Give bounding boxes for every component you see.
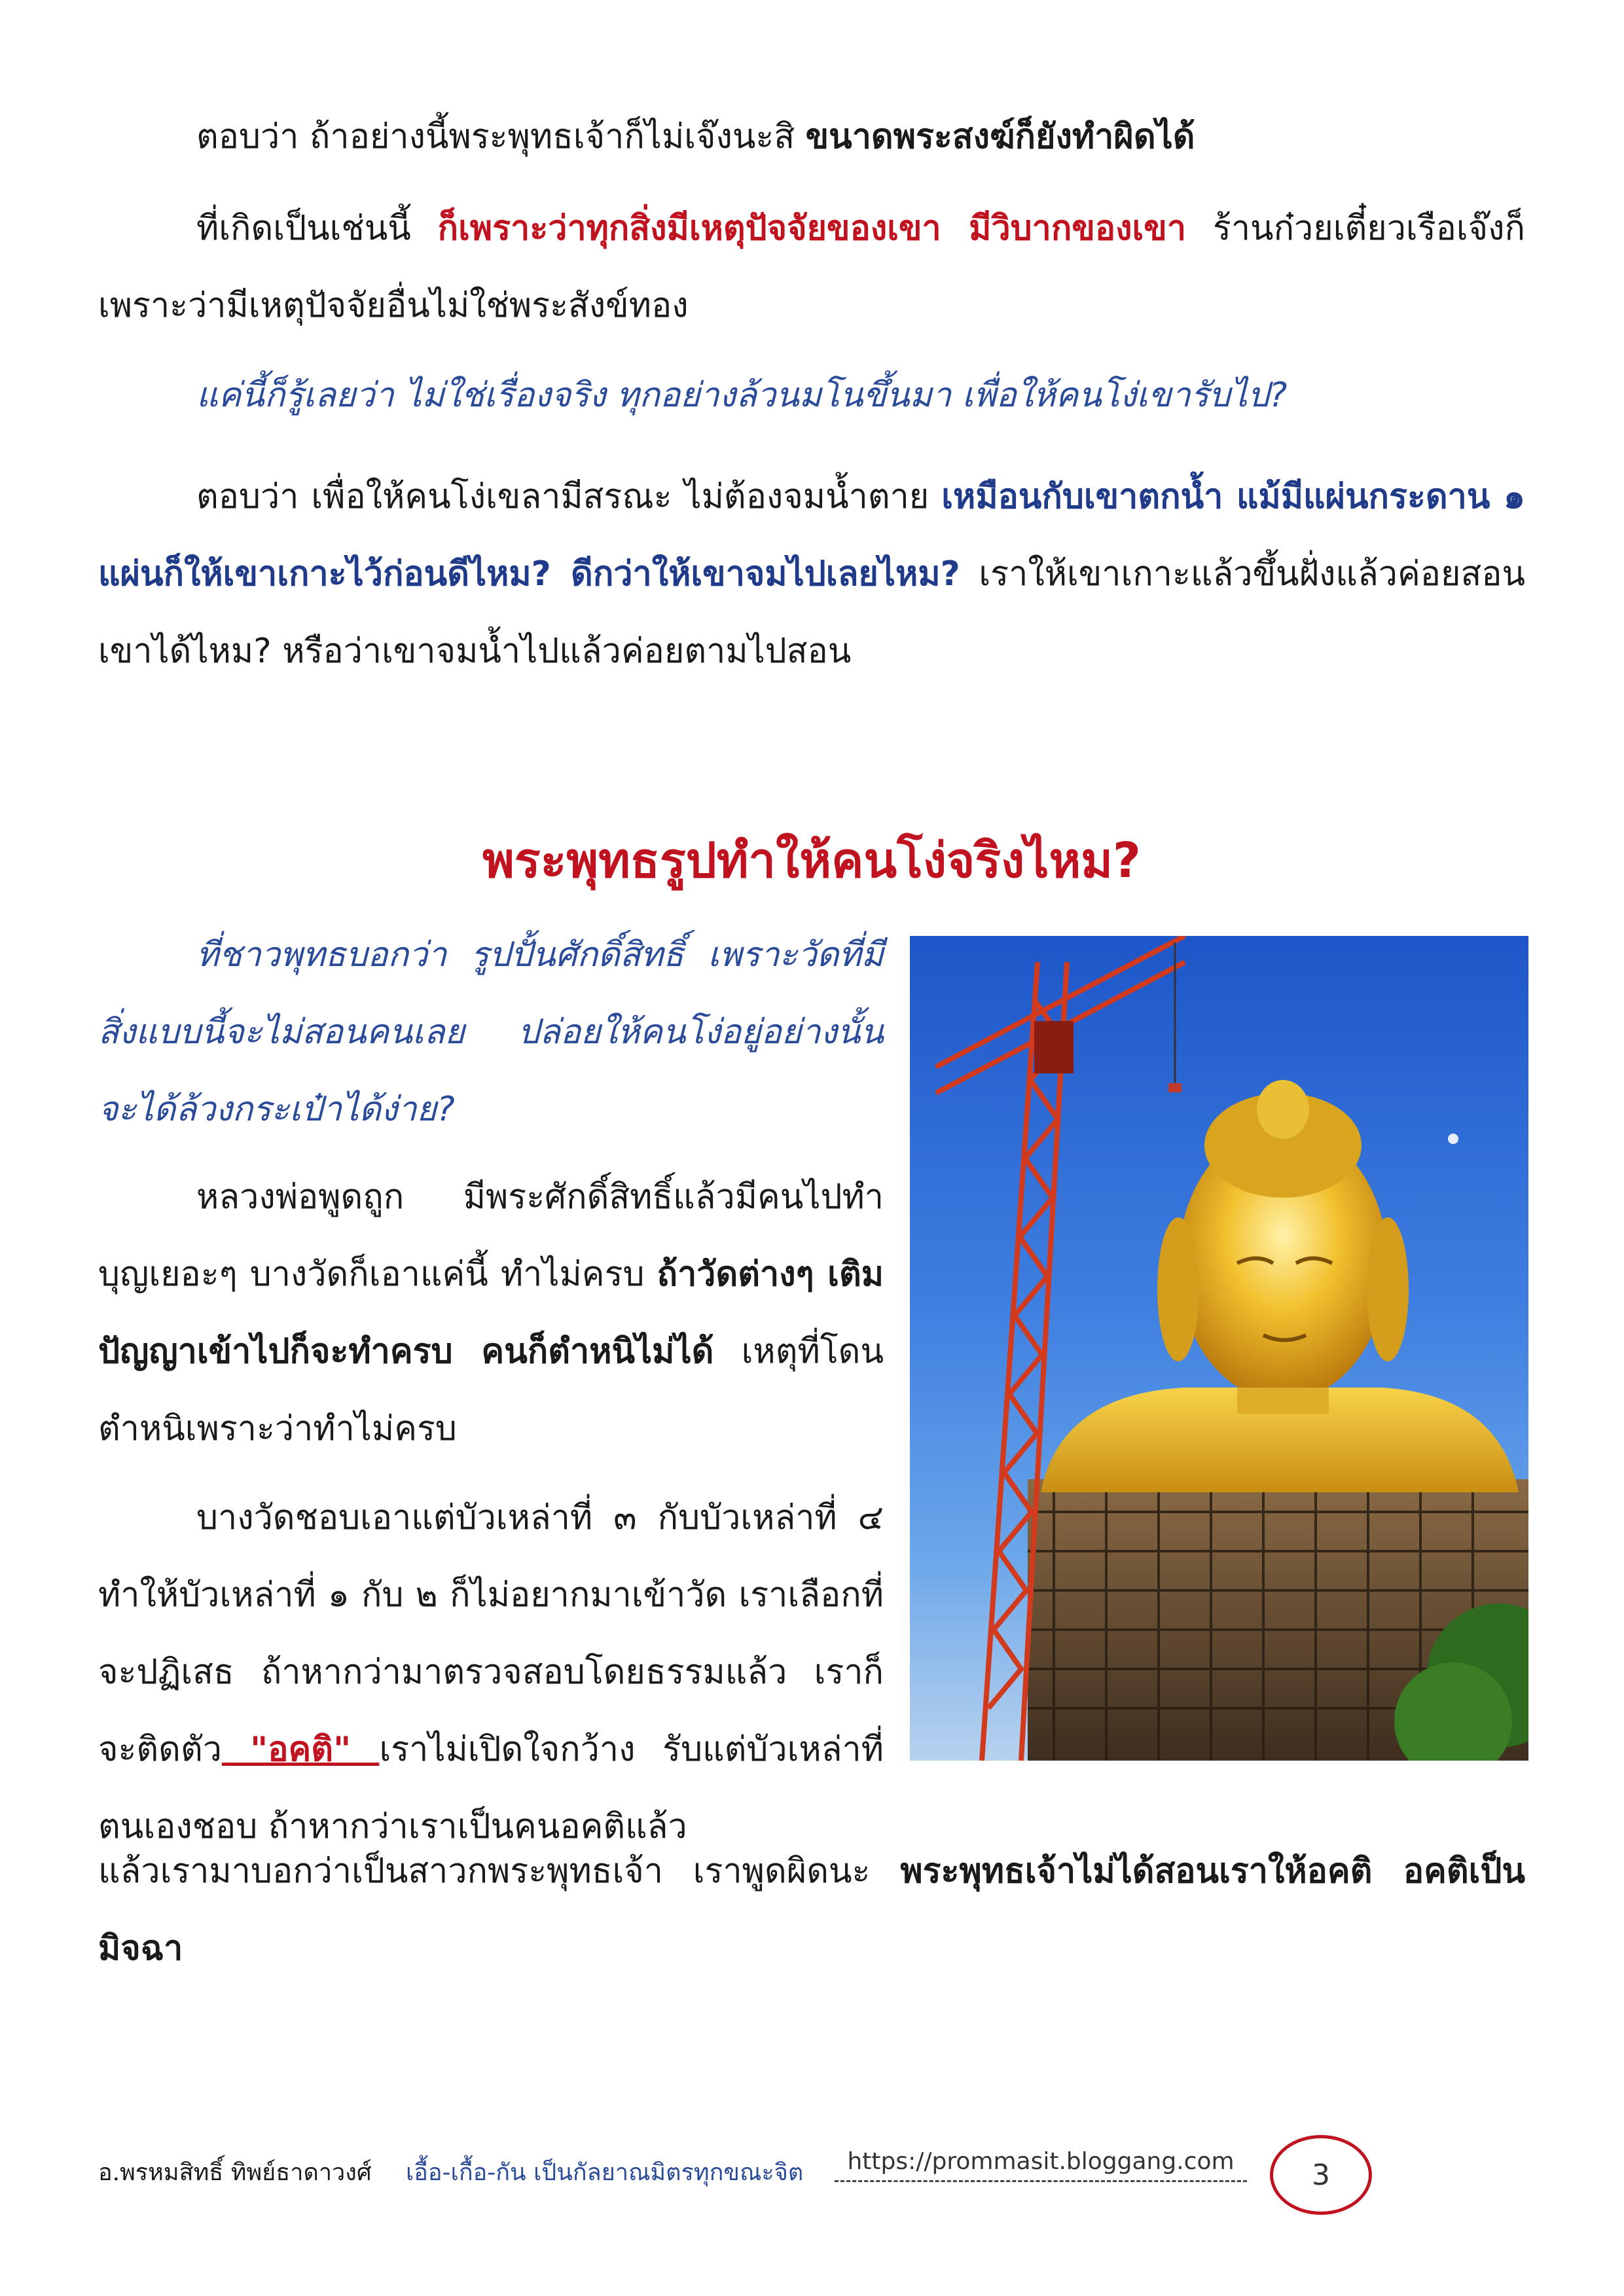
paragraph-2 — [98, 190, 1525, 344]
p5-text: แล้วเรามาบอกว่าเป็นสาวกพระพุทธเจ้า เราพูดผิดนะ — [98, 1852, 901, 1891]
footer-author: อ.พรหมสิทธิ์ ทิพย์ธาดาวงศ์ — [98, 2159, 372, 2186]
buddha-construction-illustration — [910, 936, 1528, 1761]
footer-url-link[interactable]: https://prommasit.bloggang.com — [835, 2148, 1247, 2182]
p2-text-end: ร้านก๋วยเตี๋ยวเรือเจ๊งก็เพราะว่ามีเหตุปัจจัยอื่นไม่ใช่พระสังข์ทอง — [98, 209, 1525, 325]
page-number-badge — [1270, 2135, 1372, 2215]
c2-text: หลวงพ่อพูดถูก มีพระศักดิ์สิทธิ์แล้วมีคนไปทำบุญเยอะๆ บางวัดก็เอาแค่นี้ ทำไม่ครบ — [98, 1177, 884, 1294]
c2-text-end: เหตุที่โดนตำหนิเพราะว่าทำไม่ครบ — [98, 1332, 884, 1448]
c3-underlined-term: "อคติ" — [221, 1730, 380, 1769]
p4-text-end: เราให้เขาเกาะแล้วขึ้นฝั่งแล้วค่อยสอนเขาได้ไหม? หรือว่าเขาจมน้ำไปแล้วค่อยตามไปสอน — [98, 554, 1526, 671]
p4-text: ตอบว่า เพื่อให้คนโง่เขลามีสรณะ ไม่ต้องจมน้ำตาย — [196, 477, 942, 516]
section-heading: พระพุทธรูปทำให้คนโง่จริงไหม? — [482, 833, 1141, 889]
paragraph-5 — [98, 1833, 1525, 1987]
question-paragraph-2: ที่ชาวพุทธบอกว่า รูปปั้นศักดิ์สิทธิ์ เพราะวัดที่มีสิ่งแบบนี้จะไม่สอนคนเลย ปล่อยให้คนโง่อยู่อย่างนั้น จะได้ล้วงกระเป๋าได้ง่าย? — [98, 935, 884, 1129]
paragraph-1 — [98, 98, 1525, 175]
c3-text-end: เราไม่เปิดใจกว้าง รับแต่บัวเหล่าที่ตนเองชอบ ถ้าหากว่าเราเป็นคนอคติแล้ว — [98, 1730, 884, 1846]
paragraph-answer — [98, 1158, 884, 1467]
c3-text: บางวัดชอบเอาแต่บัวเหล่าที่ ๓ กับบัวเหล่าที่ ๔ ทำให้บัวเหล่าที่ ๑ กับ ๒ ก็ไม่อยากมาเข้าวัด เราเลือกที่จะปฏิเสธ ถ้าหากว่ามาตรวจสอบโดยธรรมแล้ว เราก็จะติดตัว — [98, 1498, 884, 1769]
p2-red-emphasis: ก็เพราะว่าทุกสิ่งมีเหตุปัจจัยของเขา มีวิบากของเขา — [437, 209, 1187, 248]
p1-text: ตอบว่า ถ้าอย่างนี้พระพุทธเจ้าก็ไม่เจ๊งนะสิ — [196, 117, 806, 156]
p4-navy-emphasis: เหมือนกับเขาตกน้ำ แม้มีแผ่นกระดาน ๑ แผ่นก็ให้เขาเกาะไว้ก่อนดีไหม? ดีกว่าให้เขาจมไปเลยไหม? — [98, 477, 1525, 594]
p1-bold: ขนาดพระสงฆ์ก็ยังทำผิดได้ — [805, 117, 1195, 156]
paragraph-lotus — [98, 1479, 884, 1865]
p2-text: ที่เกิดเป็นเช่นนี้ — [196, 209, 438, 248]
c2-bold: ถ้าวัดต่างๆ เติมปัญญาเข้าไปก็จะทำครบ คนก็ตำหนิไม่ได้ — [98, 1255, 884, 1371]
footer-slogan: เอื้อ-เกื้อ-กัน เป็นกัลยาณมิตรทุกขณะจิต — [406, 2159, 804, 2186]
question-paragraph: แค่นี้ก็รู้เลยว่า ไม่ใช่เรื่องจริง ทุกอย่างล้วนมโนขึ้นมา เพื่อให้คนโง่เขารับไป? — [196, 376, 1288, 415]
buddha-statue-photo — [910, 936, 1528, 1761]
p5-bold: พระพุทธเจ้าไม่ได้สอนเราให้อคติ อคติเป็นมิจฉา — [98, 1852, 1526, 1968]
paragraph-4 — [98, 458, 1525, 690]
page-number: 3 — [1312, 2158, 1330, 2192]
